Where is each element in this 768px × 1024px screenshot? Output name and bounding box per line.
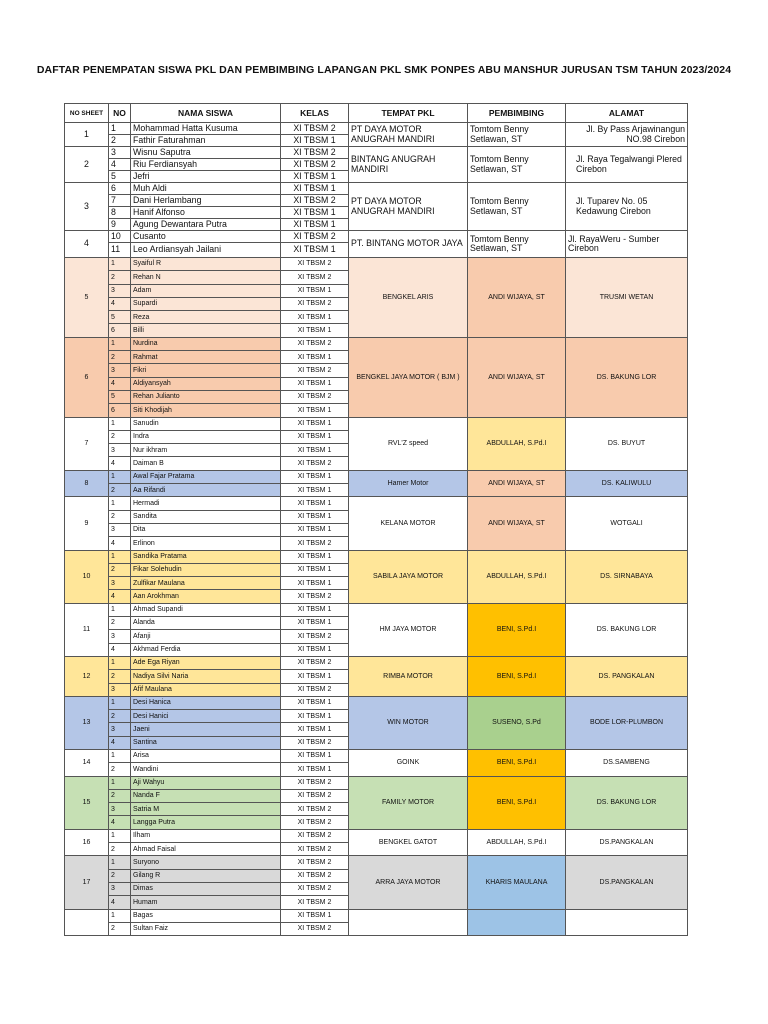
cell-no[interactable]: 1 <box>109 776 131 789</box>
cell-pembimbing[interactable] <box>468 909 566 936</box>
cell-alamat[interactable]: Jl. RayaWeru - Sumber Cirebon <box>566 231 688 258</box>
cell-nama[interactable]: Rehan N <box>131 271 281 284</box>
cell-alamat[interactable]: Jl. Raya Tegalwangi Plered Cirebon <box>566 147 688 183</box>
header-row <box>65 104 688 123</box>
cell-nama[interactable]: Arisa <box>131 749 281 762</box>
cell-kelas[interactable]: XI TBSM 1 <box>281 523 349 536</box>
cell-kelas[interactable]: XI TBSM 1 <box>281 670 349 683</box>
table-row <box>65 656 688 669</box>
cell-no[interactable]: 2 <box>109 430 131 443</box>
header-alamat[interactable]: ALAMAT <box>566 104 688 123</box>
header-no-sheet[interactable]: NO SHEET <box>65 104 109 123</box>
cell-no[interactable]: 4 <box>109 896 131 909</box>
cell-tempat[interactable]: BINTANG ANUGRAH MANDIRI <box>349 147 468 183</box>
cell-kelas[interactable]: XI TBSM 1 <box>281 643 349 656</box>
cell-kelas[interactable]: XI TBSM 1 <box>281 324 349 337</box>
cell-kelas[interactable]: XI TBSM 2 <box>281 856 349 869</box>
cell-kelas[interactable]: XI TBSM 2 <box>281 630 349 643</box>
cell-no-sheet[interactable]: 14 <box>65 749 109 776</box>
cell-nama[interactable]: Daiman B <box>131 457 281 470</box>
cell-nama[interactable]: Dimas <box>131 882 281 895</box>
table-row <box>65 776 688 789</box>
cell-kelas[interactable]: XI TBSM 1 <box>281 430 349 443</box>
cell-nama[interactable]: Dani Herlambang <box>131 195 281 207</box>
cell-kelas[interactable]: XI TBSM 1 <box>281 723 349 736</box>
cell-kelas[interactable]: XI TBSM 2 <box>281 789 349 802</box>
cell-pembimbing[interactable]: ANDI WIJAYA, ST <box>468 337 566 417</box>
cell-no[interactable]: 3 <box>109 683 131 696</box>
cell-no[interactable]: 4 <box>109 590 131 603</box>
cell-tempat[interactable]: ARRA JAYA MOTOR <box>349 856 468 909</box>
document-title: DAFTAR PENEMPATAN SISWA PKL DAN PEMBIMBING LAPANGAN PKL SMK PONPES ABU MANSHUR JURUSAN TSM TAHUN 2023/2024 <box>36 64 732 76</box>
cell-no[interactable]: 9 <box>109 219 131 231</box>
cell-nama[interactable]: Sandika Pratama <box>131 550 281 563</box>
cell-nama[interactable]: Langga Putra <box>131 816 281 829</box>
cell-pembimbing[interactable]: BENI, S.Pd.I <box>468 776 566 829</box>
cell-kelas[interactable]: XI TBSM 2 <box>281 869 349 882</box>
cell-pembimbing[interactable]: Tomtom Benny Setlawan, ST <box>468 123 566 147</box>
cell-no[interactable]: 2 <box>109 135 131 147</box>
cell-kelas[interactable]: XI TBSM 1 <box>281 219 349 231</box>
cell-kelas[interactable]: XI TBSM 2 <box>281 590 349 603</box>
table-row <box>65 749 688 762</box>
cell-no[interactable]: 2 <box>109 843 131 856</box>
cell-kelas[interactable]: XI TBSM 2 <box>281 271 349 284</box>
cell-nama[interactable]: Ilham <box>131 829 281 842</box>
cell-no[interactable]: 4 <box>109 643 131 656</box>
cell-no[interactable]: 1 <box>109 337 131 350</box>
cell-alamat[interactable]: Jl. By Pass Arjawinangun NO.98 Cirebon <box>566 123 688 147</box>
cell-kelas[interactable]: XI TBSM 1 <box>281 183 349 195</box>
cell-pembimbing[interactable]: ANDI WIJAYA, ST <box>468 258 566 338</box>
cell-nama[interactable]: Erlinon <box>131 537 281 550</box>
cell-alamat[interactable]: DS. PANGKALAN <box>566 656 688 696</box>
cell-kelas[interactable]: XI TBSM 1 <box>281 284 349 297</box>
cell-no-sheet[interactable]: 8 <box>65 470 109 497</box>
cell-no[interactable]: 3 <box>109 630 131 643</box>
cell-no[interactable]: 4 <box>109 537 131 550</box>
cell-kelas[interactable]: XI TBSM 2 <box>281 195 349 207</box>
table-row <box>65 829 688 842</box>
cell-pembimbing[interactable]: ABDULLAH, S.Pd.I <box>468 829 566 856</box>
cell-no[interactable]: 1 <box>109 829 131 842</box>
cell-kelas[interactable]: XI TBSM 1 <box>281 603 349 616</box>
cell-kelas[interactable]: XI TBSM 2 <box>281 816 349 829</box>
cell-nama[interactable]: Nanda F <box>131 789 281 802</box>
cell-no[interactable]: 4 <box>109 377 131 390</box>
cell-alamat[interactable]: TRUSMI WETAN <box>566 258 688 338</box>
cell-no[interactable]: 3 <box>109 723 131 736</box>
placement-table <box>64 103 688 936</box>
cell-alamat[interactable]: Jl. Tuparev No. 05 Kedawung Cirebon <box>566 183 688 231</box>
table-row <box>65 497 688 510</box>
cell-alamat[interactable]: DS.PANGKALAN <box>566 829 688 856</box>
table-row <box>65 550 688 563</box>
cell-no[interactable]: 1 <box>109 909 131 922</box>
cell-nama[interactable]: Muh Aldi <box>131 183 281 195</box>
header-tempat[interactable]: TEMPAT PKL <box>349 104 468 123</box>
cell-kelas[interactable]: XI TBSM 2 <box>281 896 349 909</box>
cell-nama[interactable]: Awal Fajar Pratama <box>131 470 281 483</box>
cell-no-sheet[interactable]: 9 <box>65 497 109 550</box>
cell-pembimbing[interactable]: ABDULLAH, S.Pd.I <box>468 417 566 470</box>
cell-tempat[interactable]: PT DAYA MOTOR ANUGRAH MANDIRI <box>349 123 468 147</box>
cell-nama[interactable]: Gilang R <box>131 869 281 882</box>
cell-alamat[interactable]: DS.SAMBENG <box>566 749 688 776</box>
cell-nama[interactable]: Humam <box>131 896 281 909</box>
cell-no[interactable]: 2 <box>109 789 131 802</box>
cell-nama[interactable]: Nur ikhram <box>131 444 281 457</box>
cell-no[interactable]: 1 <box>109 470 131 483</box>
cell-kelas[interactable]: XI TBSM 1 <box>281 484 349 497</box>
cell-tempat[interactable]: WIN MOTOR <box>349 696 468 749</box>
table-row <box>65 417 688 430</box>
cell-kelas[interactable]: XI TBSM 1 <box>281 710 349 723</box>
cell-tempat[interactable] <box>349 909 468 936</box>
cell-no-sheet[interactable] <box>65 909 109 936</box>
cell-nama[interactable]: Wisnu Saputra <box>131 147 281 159</box>
cell-alamat[interactable]: DS. BAKUNG LOR <box>566 776 688 829</box>
cell-nama[interactable]: Billi <box>131 324 281 337</box>
cell-no-sheet[interactable]: 11 <box>65 603 109 656</box>
cell-nama[interactable]: Zulfikar Maulana <box>131 577 281 590</box>
cell-no-sheet[interactable]: 5 <box>65 258 109 338</box>
cell-no[interactable]: 1 <box>109 497 131 510</box>
table-row <box>65 337 688 350</box>
cell-kelas[interactable]: XI TBSM 1 <box>281 909 349 922</box>
cell-pembimbing[interactable]: ANDI WIJAYA, ST <box>468 470 566 497</box>
cell-kelas[interactable]: XI TBSM 1 <box>281 577 349 590</box>
cell-nama[interactable]: Agung Dewantara Putra <box>131 219 281 231</box>
cell-no[interactable]: 2 <box>109 484 131 497</box>
cell-no[interactable]: 2 <box>109 710 131 723</box>
header-kelas[interactable]: KELAS <box>281 104 349 123</box>
cell-no-sheet[interactable]: 4 <box>65 231 109 258</box>
cell-alamat[interactable]: DS. SIRNABAYA <box>566 550 688 603</box>
cell-nama[interactable]: Siti Khodijah <box>131 404 281 417</box>
cell-no[interactable]: 4 <box>109 816 131 829</box>
cell-no[interactable]: 1 <box>109 749 131 762</box>
cell-no[interactable]: 2 <box>109 563 131 576</box>
table-row <box>65 231 688 243</box>
cell-pembimbing[interactable]: Tomtom Benny Setlawan, ST <box>468 183 566 231</box>
cell-nama[interactable]: Bagas <box>131 909 281 922</box>
cell-no[interactable]: 1 <box>109 123 131 135</box>
cell-nama[interactable]: Santina <box>131 736 281 749</box>
cell-pembimbing[interactable]: BENI, S.Pd.I <box>468 656 566 696</box>
cell-nama[interactable]: Nurdina <box>131 337 281 350</box>
cell-kelas[interactable]: XI TBSM 2 <box>281 736 349 749</box>
cell-no-sheet[interactable]: 12 <box>65 656 109 696</box>
cell-no[interactable]: 6 <box>109 404 131 417</box>
cell-no-sheet[interactable]: 13 <box>65 696 109 749</box>
cell-no[interactable]: 5 <box>109 390 131 403</box>
cell-nama[interactable]: Ahmad Supandi <box>131 603 281 616</box>
cell-kelas[interactable]: XI TBSM 2 <box>281 123 349 135</box>
cell-nama[interactable]: Ade Ega Riyan <box>131 656 281 669</box>
cell-kelas[interactable]: XI TBSM 2 <box>281 537 349 550</box>
cell-no[interactable]: 1 <box>109 603 131 616</box>
table-row <box>65 258 688 271</box>
cell-kelas[interactable]: XI TBSM 1 <box>281 749 349 762</box>
cell-nama[interactable]: Desi Hanici <box>131 710 281 723</box>
cell-no[interactable]: 2 <box>109 271 131 284</box>
cell-nama[interactable]: Aa Rifandi <box>131 484 281 497</box>
cell-kelas[interactable]: XI TBSM 1 <box>281 763 349 776</box>
cell-no[interactable]: 3 <box>109 147 131 159</box>
cell-no[interactable]: 1 <box>109 656 131 669</box>
cell-pembimbing[interactable]: Tomtom Benny Setlawan, ST <box>468 147 566 183</box>
cell-no[interactable]: 1 <box>109 550 131 563</box>
cell-nama[interactable]: Fathir Faturahman <box>131 135 281 147</box>
cell-nama[interactable]: Jaeni <box>131 723 281 736</box>
cell-no[interactable]: 5 <box>109 171 131 183</box>
cell-no-sheet[interactable]: 3 <box>65 183 109 231</box>
cell-pembimbing[interactable]: KHARIS MAULANA <box>468 856 566 909</box>
cell-no[interactable]: 6 <box>109 183 131 195</box>
cell-kelas[interactable]: XI TBSM 1 <box>281 550 349 563</box>
table-row <box>65 856 688 869</box>
cell-nama[interactable]: Reza <box>131 311 281 324</box>
cell-kelas[interactable]: XI TBSM 1 <box>281 404 349 417</box>
cell-nama[interactable]: Satria M <box>131 803 281 816</box>
cell-no[interactable]: 2 <box>109 351 131 364</box>
table-row <box>65 147 688 159</box>
cell-alamat[interactable]: DS. BAKUNG LOR <box>566 603 688 656</box>
cell-nama[interactable]: Sultan Faiz <box>131 922 281 935</box>
cell-pembimbing[interactable]: SUSENO, S.Pd <box>468 696 566 749</box>
cell-tempat[interactable]: BENGKEL JAYA MOTOR ( BJM ) <box>349 337 468 417</box>
cell-no[interactable]: 4 <box>109 457 131 470</box>
cell-tempat[interactable]: GOINK <box>349 749 468 776</box>
cell-nama[interactable]: Desi Hanica <box>131 696 281 709</box>
cell-no-sheet[interactable]: 6 <box>65 337 109 417</box>
cell-nama[interactable]: Riu Ferdiansyah <box>131 159 281 171</box>
cell-no[interactable]: 1 <box>109 417 131 430</box>
cell-kelas[interactable]: XI TBSM 1 <box>281 417 349 430</box>
cell-kelas[interactable]: XI TBSM 1 <box>281 243 349 258</box>
cell-kelas[interactable]: XI TBSM 1 <box>281 377 349 390</box>
cell-no[interactable]: 3 <box>109 803 131 816</box>
cell-no[interactable]: 4 <box>109 159 131 171</box>
cell-kelas[interactable]: XI TBSM 1 <box>281 617 349 630</box>
cell-nama[interactable]: Leo Ardiansyah Jailani <box>131 243 281 258</box>
table-row <box>65 470 688 483</box>
cell-kelas[interactable]: XI TBSM 2 <box>281 776 349 789</box>
cell-tempat[interactable]: PT. BINTANG MOTOR JAYA <box>349 231 468 258</box>
cell-kelas[interactable]: XI TBSM 2 <box>281 882 349 895</box>
cell-tempat[interactable]: FAMILY MOTOR <box>349 776 468 829</box>
cell-kelas[interactable]: XI TBSM 2 <box>281 258 349 271</box>
cell-kelas[interactable]: XI TBSM 2 <box>281 159 349 171</box>
cell-nama[interactable]: Mohammad Hatta Kusuma <box>131 123 281 135</box>
cell-nama[interactable]: Afif Maulana <box>131 683 281 696</box>
cell-tempat[interactable]: BENGKEL ARIS <box>349 258 468 338</box>
cell-nama[interactable]: Jefri <box>131 171 281 183</box>
cell-no-sheet[interactable]: 15 <box>65 776 109 829</box>
cell-kelas[interactable]: XI TBSM 1 <box>281 696 349 709</box>
cell-alamat[interactable]: DS. BUYUT <box>566 417 688 470</box>
header-no[interactable]: NO <box>109 104 131 123</box>
cell-nama[interactable]: Hanif Alfonso <box>131 207 281 219</box>
cell-alamat[interactable]: DS. KALIWULU <box>566 470 688 497</box>
cell-kelas[interactable]: XI TBSM 1 <box>281 497 349 510</box>
cell-kelas[interactable]: XI TBSM 2 <box>281 390 349 403</box>
cell-no[interactable]: 8 <box>109 207 131 219</box>
cell-nama[interactable]: Alanda <box>131 617 281 630</box>
cell-tempat[interactable]: KELANA MOTOR <box>349 497 468 550</box>
cell-no[interactable]: 3 <box>109 284 131 297</box>
cell-nama[interactable]: Aji Wahyu <box>131 776 281 789</box>
table-row <box>65 183 688 195</box>
cell-alamat[interactable]: DS.PANGKALAN <box>566 856 688 909</box>
cell-nama[interactable]: Aan Arokhman <box>131 590 281 603</box>
cell-tempat[interactable]: RIMBA MOTOR <box>349 656 468 696</box>
cell-no[interactable]: 3 <box>109 364 131 377</box>
cell-no[interactable]: 2 <box>109 510 131 523</box>
cell-no[interactable]: 3 <box>109 577 131 590</box>
cell-no[interactable]: 10 <box>109 231 131 243</box>
cell-nama[interactable]: Akhmad Ferdia <box>131 643 281 656</box>
cell-nama[interactable]: Suryono <box>131 856 281 869</box>
cell-pembimbing[interactable]: BENI, S.Pd.I <box>468 603 566 656</box>
cell-tempat[interactable]: PT DAYA MOTOR ANUGRAH MANDIRI <box>349 183 468 231</box>
cell-kelas[interactable]: XI TBSM 2 <box>281 922 349 935</box>
cell-no[interactable]: 1 <box>109 856 131 869</box>
cell-nama[interactable]: Syaiful R <box>131 258 281 271</box>
cell-tempat[interactable]: HM JAYA MOTOR <box>349 603 468 656</box>
cell-kelas[interactable]: XI TBSM 2 <box>281 147 349 159</box>
cell-kelas[interactable]: XI TBSM 2 <box>281 297 349 310</box>
cell-nama[interactable]: Ahmad Faisal <box>131 843 281 856</box>
cell-no[interactable]: 1 <box>109 258 131 271</box>
cell-kelas[interactable]: XI TBSM 1 <box>281 444 349 457</box>
cell-no-sheet[interactable]: 16 <box>65 829 109 856</box>
cell-kelas[interactable]: XI TBSM 2 <box>281 683 349 696</box>
header-nama[interactable]: NAMA SISWA <box>131 104 281 123</box>
cell-pembimbing[interactable]: BENI, S.Pd.I <box>468 749 566 776</box>
cell-no-sheet[interactable]: 2 <box>65 147 109 183</box>
cell-kelas[interactable]: XI TBSM 1 <box>281 207 349 219</box>
cell-nama[interactable]: Sandita <box>131 510 281 523</box>
cell-nama[interactable]: Adam <box>131 284 281 297</box>
cell-kelas[interactable]: XI TBSM 2 <box>281 843 349 856</box>
cell-nama[interactable]: Aldiyansyah <box>131 377 281 390</box>
cell-no[interactable]: 4 <box>109 297 131 310</box>
cell-kelas[interactable]: XI TBSM 1 <box>281 563 349 576</box>
cell-nama[interactable]: Cusanto <box>131 231 281 243</box>
cell-kelas[interactable]: XI TBSM 1 <box>281 135 349 147</box>
table-row <box>65 696 688 709</box>
cell-kelas[interactable]: XI TBSM 2 <box>281 231 349 243</box>
cell-no[interactable]: 2 <box>109 763 131 776</box>
cell-no[interactable]: 2 <box>109 922 131 935</box>
cell-alamat[interactable]: BODE LOR-PLUMBON <box>566 696 688 749</box>
cell-pembimbing[interactable]: ABDULLAH, S.Pd.I <box>468 550 566 603</box>
cell-no[interactable]: 3 <box>109 882 131 895</box>
cell-nama[interactable]: Rehan Julianto <box>131 390 281 403</box>
cell-no-sheet[interactable]: 1 <box>65 123 109 147</box>
cell-kelas[interactable]: XI TBSM 1 <box>281 510 349 523</box>
cell-nama[interactable]: Indra <box>131 430 281 443</box>
cell-nama[interactable]: Sanudin <box>131 417 281 430</box>
cell-no[interactable]: 7 <box>109 195 131 207</box>
cell-no[interactable]: 6 <box>109 324 131 337</box>
cell-alamat[interactable] <box>566 909 688 936</box>
cell-tempat[interactable]: BENGKEL GATOT <box>349 829 468 856</box>
cell-kelas[interactable]: XI TBSM 1 <box>281 171 349 183</box>
cell-nama[interactable]: Supardi <box>131 297 281 310</box>
cell-no[interactable]: 5 <box>109 311 131 324</box>
cell-no[interactable]: 2 <box>109 670 131 683</box>
table-row <box>65 603 688 616</box>
cell-kelas[interactable]: XI TBSM 2 <box>281 829 349 842</box>
cell-no[interactable]: 11 <box>109 243 131 258</box>
table-body <box>65 123 688 936</box>
cell-no-sheet[interactable]: 10 <box>65 550 109 603</box>
cell-alamat[interactable]: WOTGALI <box>566 497 688 550</box>
cell-pembimbing[interactable]: ANDI WIJAYA, ST <box>468 497 566 550</box>
cell-kelas[interactable]: XI TBSM 1 <box>281 311 349 324</box>
table-row <box>65 909 688 922</box>
cell-kelas[interactable]: XI TBSM 2 <box>281 337 349 350</box>
cell-no[interactable]: 2 <box>109 617 131 630</box>
cell-nama[interactable]: Dita <box>131 523 281 536</box>
cell-nama[interactable]: Fikar Solehudin <box>131 563 281 576</box>
cell-no[interactable]: 4 <box>109 736 131 749</box>
cell-nama[interactable]: Nadiya Silvi Naria <box>131 670 281 683</box>
table-row <box>65 123 688 135</box>
cell-nama[interactable]: Rahmat <box>131 351 281 364</box>
header-pembimbing[interactable]: PEMBIMBING <box>468 104 566 123</box>
cell-tempat[interactable]: SABILA JAYA MOTOR <box>349 550 468 603</box>
cell-nama[interactable]: Afanji <box>131 630 281 643</box>
cell-no-sheet[interactable]: 7 <box>65 417 109 470</box>
cell-kelas[interactable]: XI TBSM 2 <box>281 803 349 816</box>
cell-no-sheet[interactable]: 17 <box>65 856 109 909</box>
cell-kelas[interactable]: XI TBSM 2 <box>281 457 349 470</box>
cell-no[interactable]: 3 <box>109 444 131 457</box>
cell-nama[interactable]: Wandini <box>131 763 281 776</box>
cell-tempat[interactable]: Hamer Motor <box>349 470 468 497</box>
cell-pembimbing[interactable]: Tomtom Benny Setlawan, ST <box>468 231 566 258</box>
cell-no[interactable]: 1 <box>109 696 131 709</box>
cell-alamat[interactable]: DS. BAKUNG LOR <box>566 337 688 417</box>
cell-nama[interactable]: Fikri <box>131 364 281 377</box>
cell-kelas[interactable]: XI TBSM 1 <box>281 470 349 483</box>
cell-kelas[interactable]: XI TBSM 2 <box>281 656 349 669</box>
cell-kelas[interactable]: XI TBSM 2 <box>281 364 349 377</box>
cell-kelas[interactable]: XI TBSM 1 <box>281 351 349 364</box>
cell-nama[interactable]: Hermadi <box>131 497 281 510</box>
cell-tempat[interactable]: RVL'Z speed <box>349 417 468 470</box>
cell-no[interactable]: 2 <box>109 869 131 882</box>
cell-no[interactable]: 3 <box>109 523 131 536</box>
